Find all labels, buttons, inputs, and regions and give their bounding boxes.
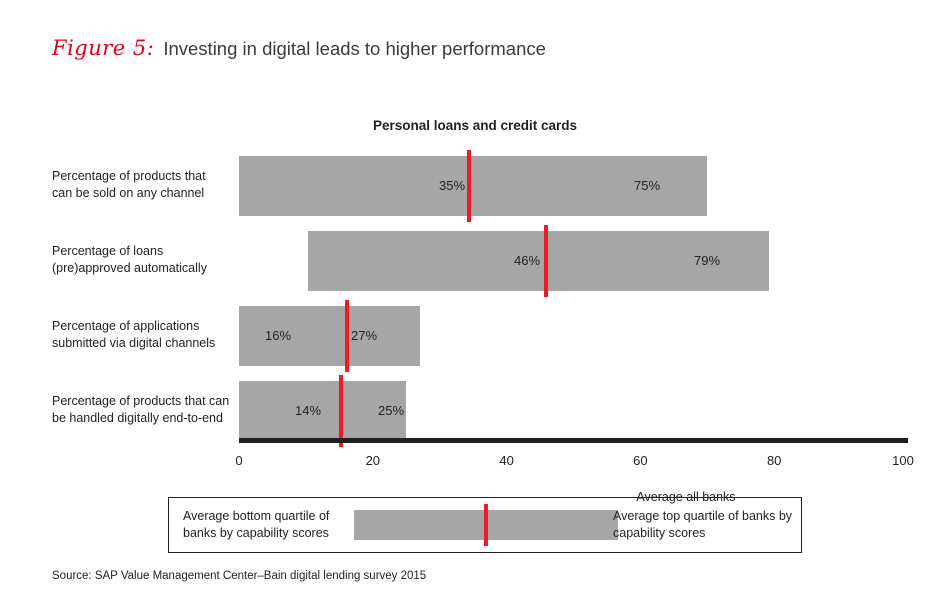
x-tick-20: 20	[365, 453, 381, 468]
category-label-1-line2: can be sold on any channel	[52, 186, 205, 200]
bar-1-high-value: 75%	[634, 178, 661, 193]
category-label-4-line2: be handled digitally end-to-end	[52, 411, 223, 425]
x-tick-40: 40	[499, 453, 514, 468]
legend-average-label: Average all banks	[636, 490, 736, 504]
x-tick-0: 0	[235, 453, 243, 468]
bar-4-low-value: 14%	[295, 403, 322, 418]
category-label-3-line1: Percentage of applications	[52, 319, 200, 333]
figure-number-label: Figure 5:	[52, 36, 155, 60]
x-tick-100: 100	[892, 453, 914, 468]
chart-legend	[168, 490, 802, 553]
bar-3-high-value: 27%	[351, 328, 378, 343]
bar-2-low-value: 46%	[514, 253, 541, 268]
average-marker-3	[345, 300, 349, 372]
bar-row-1	[239, 156, 908, 216]
source-note: Source: SAP Value Management Center–Bain digital lending survey 2015	[52, 570, 427, 582]
chart-title: Personal loans and credit cards	[372, 118, 578, 133]
average-marker-2	[544, 225, 548, 297]
average-marker-4	[339, 375, 343, 447]
legend-average-marker	[484, 504, 488, 546]
category-label-4-line1: Percentage of products that can	[52, 394, 230, 408]
category-label-1	[52, 168, 242, 202]
bar-1-low-value: 35%	[439, 178, 466, 193]
x-tick-80: 80	[766, 453, 782, 468]
category-label-3-line2: submitted via digital channels	[52, 336, 216, 350]
x-tick-60: 60	[633, 453, 648, 468]
category-label-1-line1: Percentage of products that	[52, 169, 206, 183]
page-title: Investing in digital leads to higher performance	[163, 38, 546, 59]
average-marker-1	[467, 150, 471, 222]
figure-title-row	[52, 36, 546, 60]
bar-4-high-value: 25%	[378, 403, 405, 418]
chart-plot-area	[239, 150, 908, 440]
x-axis-line	[239, 438, 908, 443]
category-label-2-line1: Percentage of loans	[52, 244, 164, 258]
bar-row-3	[239, 306, 908, 366]
bar-2-high-value: 79%	[694, 253, 721, 268]
bar-3-low-value: 16%	[265, 328, 292, 343]
category-label-4	[52, 393, 242, 427]
bar-row-4	[239, 381, 908, 441]
legend-bottom-quartile-label: Average bottom quartile of banks by capability scores	[183, 509, 330, 540]
category-label-2-line2: (pre)approved automatically	[52, 261, 207, 275]
category-label-2	[52, 243, 242, 277]
legend-top-quartile-label: Average top quartile of banks by capability scores	[613, 509, 793, 540]
category-label-3	[52, 318, 242, 352]
bar-row-2	[239, 231, 908, 291]
